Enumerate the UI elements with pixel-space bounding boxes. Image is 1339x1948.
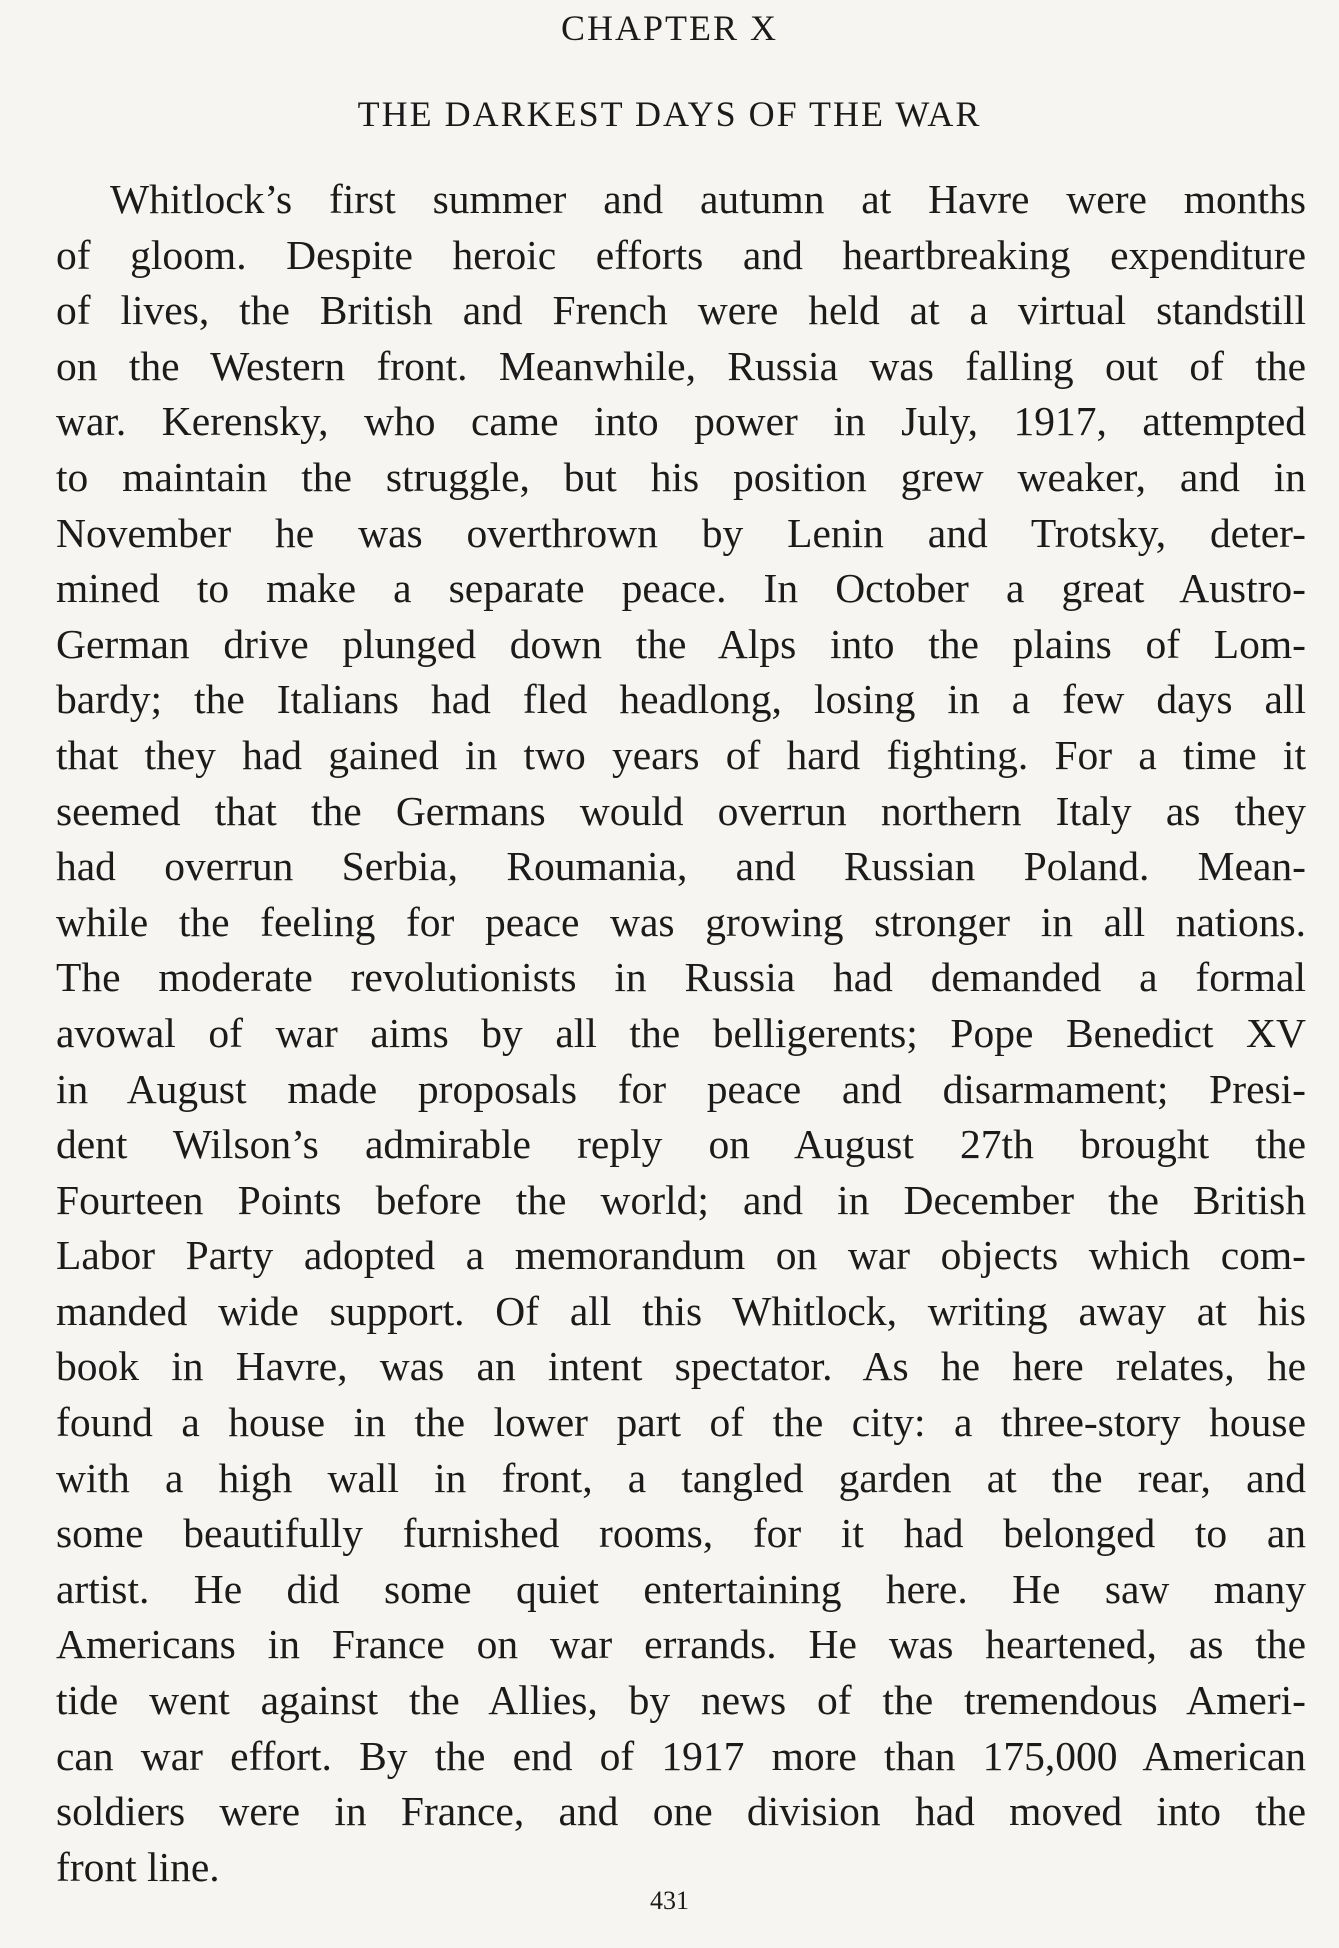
body-line: Whitlock’s first summer and autumn at Havre were months: [110, 176, 1306, 222]
body-line: with a high wall in front, a tangled garden at the rear, and: [56, 1454, 1306, 1501]
body-line: mined to make a separate peace. In October a great Austro-: [56, 565, 1306, 612]
body-line: bardy; the Italians had fled headlong, losing in a few days all: [56, 676, 1306, 723]
body-line: avowal of war aims by all the belligerents; Pope Benedict XV: [56, 1009, 1306, 1056]
body-line: had overrun Serbia, Roumania, and Russian Poland. Mean-: [56, 843, 1306, 890]
body-line: Fourteen Points before the world; and in December the British: [56, 1176, 1306, 1223]
body-line: while the feeling for peace was growing stronger in all nations.: [56, 898, 1306, 945]
body-line: Labor Party adopted a memorandum on war objects which com-: [56, 1232, 1306, 1279]
body-line: book in Havre, was an intent spectator. As he here relates, he: [56, 1343, 1306, 1390]
body-line: Americans in France on war errands. He was heartened, as the: [56, 1621, 1306, 1668]
body-line: soldiers were in France, and one division had moved into the: [56, 1788, 1306, 1835]
body-line: on the Western front. Meanwhile, Russia was falling out of the: [56, 342, 1306, 389]
page-number: 431: [650, 1886, 689, 1915]
body-line: manded wide support. Of all this Whitlock, writing away at his: [56, 1287, 1306, 1334]
body-line: dent Wilson’s admirable reply on August 27th brought the: [56, 1121, 1306, 1168]
body-line: German drive plunged down the Alps into the plains of Lom-: [56, 620, 1306, 667]
body-line: artist. He did some quiet entertaining here. He saw many: [56, 1565, 1306, 1612]
body-line: November he was overthrown by Lenin and Trotsky, deter-: [56, 509, 1306, 556]
body-line: front line.: [56, 1843, 220, 1890]
body-line: found a house in the lower part of the city: a three-story house: [56, 1399, 1306, 1446]
body-line: that they had gained in two years of hard fighting. For a time it: [56, 731, 1306, 778]
chapter-label: CHAPTER X: [560, 8, 779, 48]
body-line: in August made proposals for peace and disarmament; Presi-: [56, 1065, 1306, 1112]
body-line: war. Kerensky, who came into power in July, 1917, attempted: [56, 398, 1306, 445]
body-line: seemed that the Germans would overrun northern Italy as they: [56, 787, 1306, 834]
chapter-body: [56, 172, 1306, 1895]
body-line: of lives, the British and French were held at a virtual standstill: [56, 287, 1306, 334]
body-line: tide went against the Allies, by news of the tremendous Ameri-: [56, 1677, 1306, 1724]
chapter-title: THE DARKEST DAYS OF THE WAR: [357, 94, 982, 134]
body-line: of gloom. Despite heroic efforts and heartbreaking expenditure: [56, 231, 1306, 278]
body-line: some beautifully furnished rooms, for it had belonged to an: [56, 1510, 1306, 1557]
body-line: can war effort. By the end of 1917 more than 175,000 American: [56, 1732, 1306, 1779]
body-line: The moderate revolutionists in Russia had demanded a formal: [56, 954, 1306, 1001]
body-line: to maintain the struggle, but his position grew weaker, and in: [56, 453, 1306, 500]
